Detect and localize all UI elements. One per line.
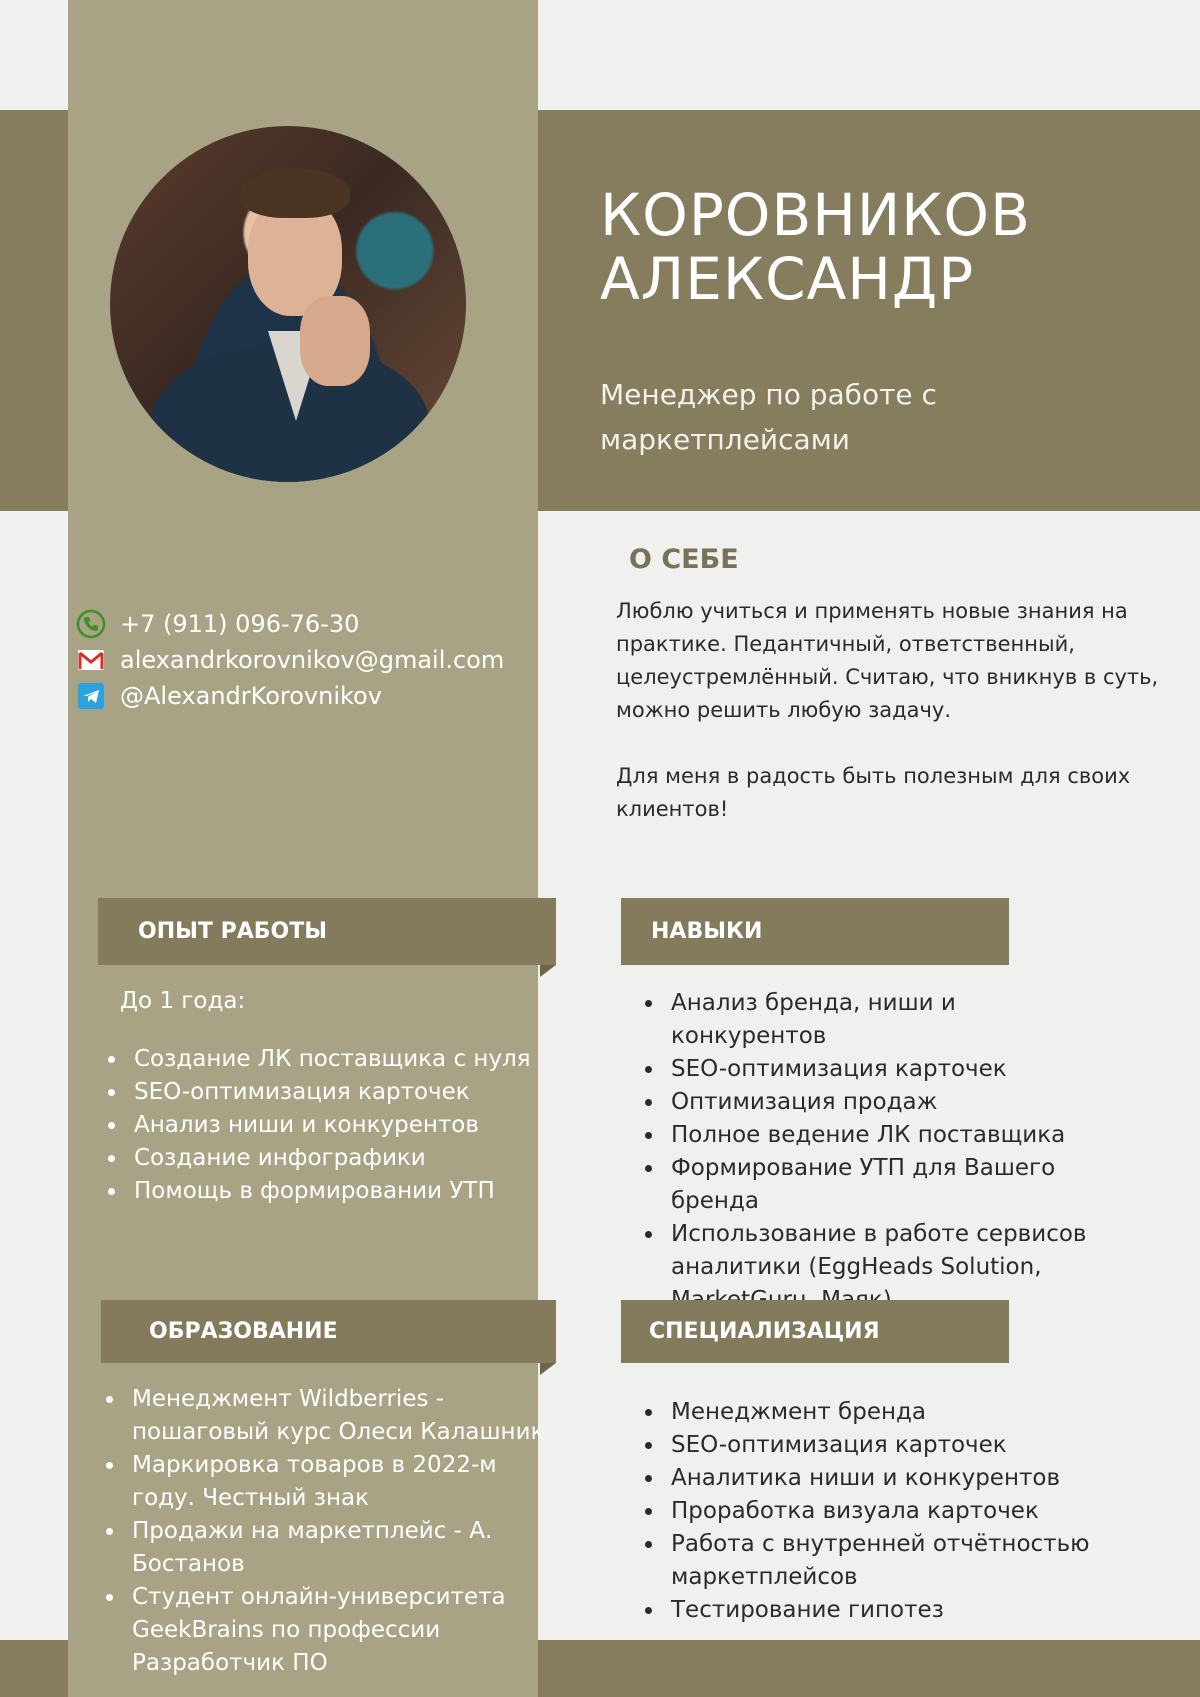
phone-text: +7 (911) 096-76-30 <box>120 610 360 638</box>
job-title: Менеджер по работе с маркетплейсами <box>600 378 937 456</box>
list-item: Создание инфографики <box>120 1142 560 1175</box>
profile-photo <box>110 126 466 482</box>
list-item: Менеджмент Wildberries - пошаговый курс Олеси Калашник <box>118 1383 556 1449</box>
contact-phone[interactable] <box>76 606 504 642</box>
skills-header <box>621 898 1009 965</box>
list-item: Формирование УТП для Вашего бренда <box>657 1152 1117 1218</box>
person-name <box>600 183 1031 311</box>
specialization-list <box>637 1396 1117 1627</box>
email-text: alexandrkorovnikov@gmail.com <box>120 646 505 674</box>
list-item: SEO-оптимизация карточек <box>657 1053 1117 1086</box>
specialization-header <box>621 1300 1009 1363</box>
about-paragraph-1: Люблю учиться и применять новые знания на практике. Педантичный, ответственный, целеустремлённый. Считаю, что вникнув в суть, можно решить любую задачу. <box>616 599 1159 722</box>
about-title: О СЕБЕ <box>629 544 739 575</box>
specialization-title: СПЕЦИАЛИЗАЦИЯ <box>649 1319 880 1344</box>
list-item: Проработка визуала карточек <box>657 1495 1117 1528</box>
experience-header <box>98 898 556 965</box>
phone-icon <box>76 609 106 639</box>
gmail-icon <box>76 645 106 675</box>
telegram-text: @AlexandrKorovnikov <box>120 682 382 710</box>
contact-telegram[interactable] <box>76 678 504 714</box>
list-item: SEO-оптимизация карточек <box>657 1429 1117 1462</box>
education-header-fold <box>540 1363 556 1375</box>
list-item: Аналитика ниши и конкурентов <box>657 1462 1117 1495</box>
list-item: Студент онлайн-университета GeekBrains по профессии Разработчик ПО <box>118 1581 556 1680</box>
skills-title: НАВЫКИ <box>651 919 763 944</box>
list-item: SEO-оптимизация карточек <box>120 1076 560 1109</box>
experience-header-fold <box>540 965 556 977</box>
about-paragraph-2: Для меня в радость быть полезным для своих клиентов! <box>616 764 1131 821</box>
photo-hand <box>300 296 370 386</box>
education-header <box>101 1300 556 1363</box>
list-item: Анализ ниши и конкурентов <box>120 1109 560 1142</box>
list-item: Работа с внутренней отчётностью маркетплейсов <box>657 1528 1117 1594</box>
skills-list <box>637 987 1117 1317</box>
experience-period: До 1 года: <box>120 988 246 1014</box>
name-line-1: КОРОВНИКОВ <box>600 181 1031 249</box>
about-text <box>616 595 1176 859</box>
list-item: Создание ЛК поставщика с нуля <box>120 1043 560 1076</box>
list-item: Анализ бренда, ниши и конкурентов <box>657 987 1117 1053</box>
photo-hair <box>240 168 350 218</box>
list-item: Маркировка товаров в 2022-м году. Честный знак <box>118 1449 556 1515</box>
list-item: Оптимизация продаж <box>657 1086 1117 1119</box>
list-item: Менеджмент бренда <box>657 1396 1117 1429</box>
list-item: Тестирование гипотез <box>657 1594 1117 1627</box>
experience-list <box>100 1043 560 1208</box>
list-item: Полное ведение ЛК поставщика <box>657 1119 1117 1152</box>
experience-title: ОПЫТ РАБОТЫ <box>138 919 327 944</box>
contact-email[interactable] <box>76 642 504 678</box>
list-item: Помощь в формировании УТП <box>120 1175 560 1208</box>
telegram-icon <box>76 681 106 711</box>
list-item: Продажи на маркетплейс - А. Бостанов <box>118 1515 556 1581</box>
contacts <box>76 606 504 714</box>
education-title: ОБРАЗОВАНИЕ <box>149 1319 338 1344</box>
education-list <box>98 1383 556 1680</box>
list-item: Использование в работе сервисов аналитики (EggHeads Solution, <box>657 1218 1117 1317</box>
name-line-2: АЛЕКСАНДР <box>600 245 975 313</box>
